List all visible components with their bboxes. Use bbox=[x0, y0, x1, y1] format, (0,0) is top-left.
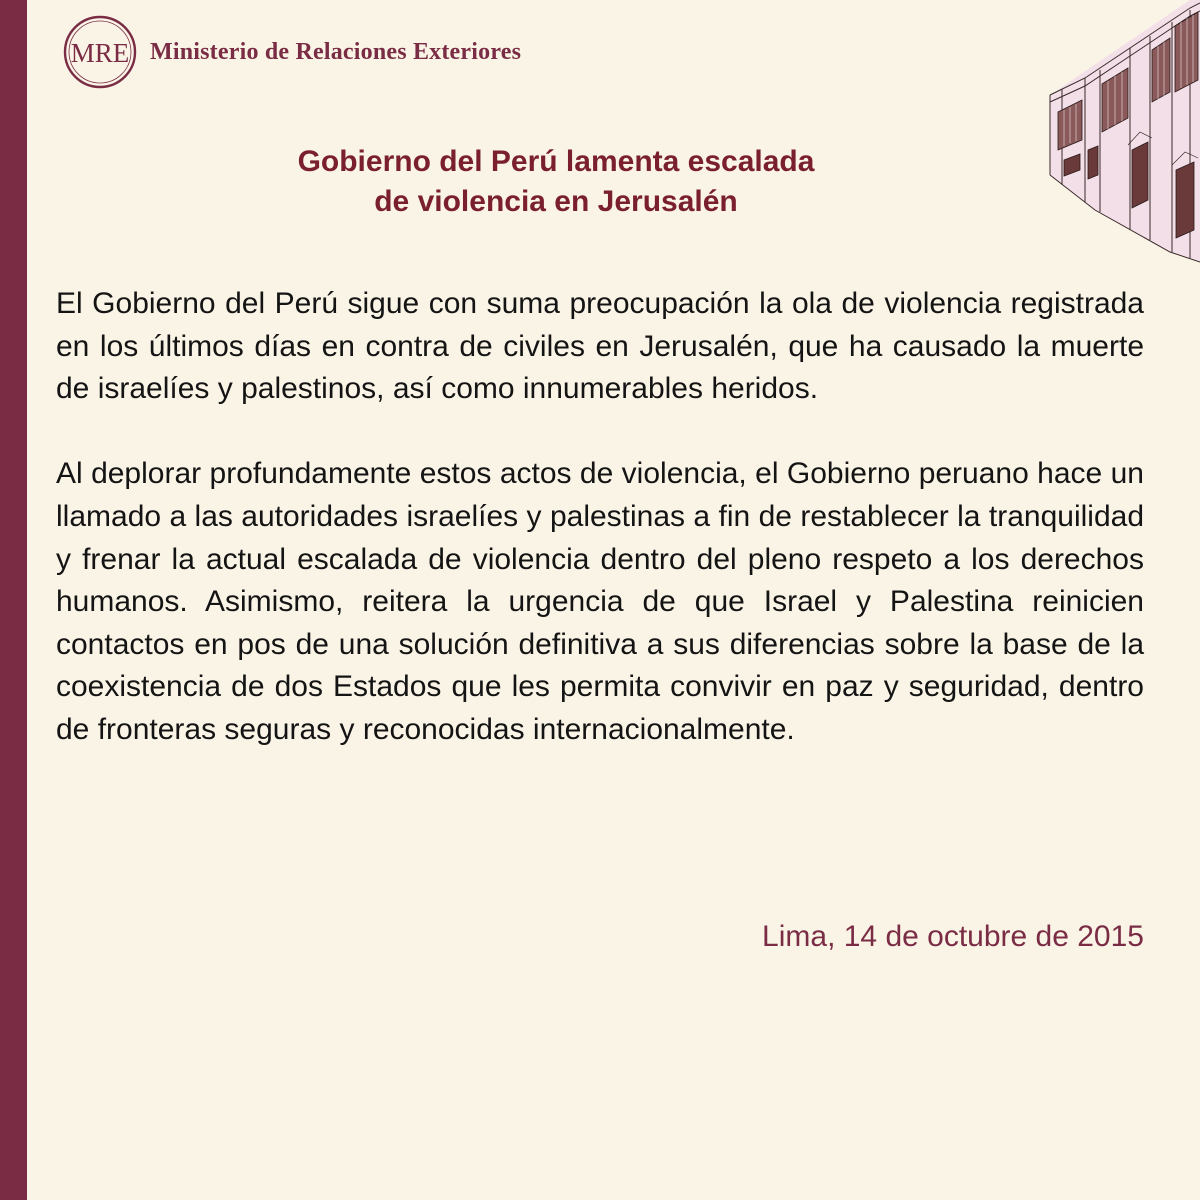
paragraph-1: El Gobierno del Perú sigue con suma preocupación la ola de violencia registrada en los últimos días en contra de civiles en Jerusalén, que ha causado la muerte de israelíes y palestinos, así como innumerables heridos. bbox=[56, 287, 1144, 406]
left-accent-bar bbox=[0, 0, 27, 1200]
header bbox=[62, 14, 521, 90]
ministry-name: Ministerio de Relaciones Exteriores bbox=[150, 38, 522, 65]
title-line-1: Gobierno del Perú lamenta escalada bbox=[297, 145, 815, 178]
colonial-building-illustration bbox=[1040, 0, 1200, 272]
statement-body bbox=[56, 283, 1144, 752]
mre-logo-icon bbox=[62, 14, 138, 90]
logo-text: MRE bbox=[70, 38, 130, 68]
page-title bbox=[150, 142, 962, 222]
date-location: Lima, 14 de octubre de 2015 bbox=[762, 920, 1144, 953]
paragraph-2: Al deplorar profundamente estos actos de violencia, el Gobierno peruano hace un llamado a las autoridades israelíes y palestinas a fin de restablecer la tranquilidad y frenar la actual escalada de violencia dentro del pleno respeto a los derechos humanos. Asimismo, reitera la urgencia de que Israel y Palestina reinicien contactos en pos de una solución definitiva a sus diferencias sobre la base de la coexistencia de dos Estados que les permita convivir en paz y seguridad, dentro de fronteras seguras y reconocidas internacionalmente. bbox=[56, 457, 1144, 746]
title-line-2: de violencia en Jerusalén bbox=[374, 185, 738, 218]
